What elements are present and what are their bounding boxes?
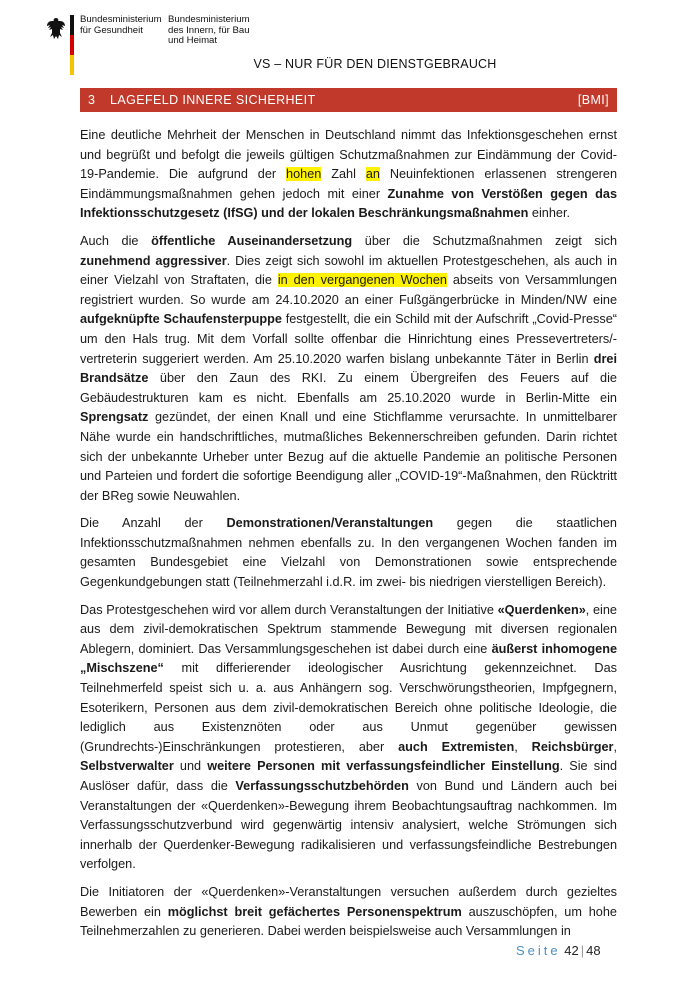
section-tag: [BMI] [577,93,609,107]
text-run: . Dies zeigt sich sowohl im aktuellen Protestgeschehen, als auch in einer Vielzahl von Straftaten, die [80,253,618,288]
paragraph [80,126,617,224]
page-total: 48 [586,943,601,958]
text-run: Zahl [321,167,366,182]
text-run: Die Anzahl der [80,516,227,531]
section-title: LAGEFELD INNERE SICHERHEIT [110,93,316,107]
page-current: 42 [564,943,579,958]
text-run: , eine aus dem zivil-demokratischen Spektrum stammende Bewegung mit diversen regionalen Ablegern, dominiert. Das Versammlungsgeschehen ist dabei durch eine [80,602,617,656]
highlighted-phrase: hohen [286,167,322,182]
text-run: über den Zaun des RKI. Zu einem Übergreifen des Feuers auf die Gebäudestrukturen kam es nicht. Ebenfalls am 25.10.2020 wurde in Berlin-Mitte ein [80,371,617,405]
document-body [80,126,617,950]
text-run: gezündet, der einen Knall und eine Stichflamme verursachte. In unmittelbarer Nähe wurde ein handschriftliches, mutmaßliches Bekennerschreiben gefunden. Darin richtet sich der unbekannte Urheber unter Bezug auf die aktuelle Pandemie an politische Personen und Parteien und fordert die sofortige Beendigung aller „COVID-19“-Maßnahmen, den Rücktritt der BReg sowie Neuwahlen. [80,410,617,503]
bold-phrase: Reichsbürger [531,739,614,754]
section-heading-bar [80,88,617,112]
text-run: . Sie sind Auslöser dafür, dass die [80,759,618,793]
text-run: abseits von Versammlungen registriert wurden. So wurde am 24.10.2020 an einer Fußgängerbrücke in Minden/NW eine [80,273,617,307]
text-run: einher. [528,206,570,221]
page-number [516,943,601,958]
federal-eagle-icon [46,17,66,41]
bold-phrase: äußerst inhomogene „Mischszene“ [80,641,618,676]
paragraph [80,514,617,592]
bold-phrase: auch Extremisten [398,739,515,754]
ministry-health-label: Bundesministerium für Gesundheit [80,14,162,36]
bold-phrase: möglichst breit gefächertes Personenspektrum [167,904,462,919]
text-run: mit differierender ideologischer Ausrichtung gekennzeichnet. Das Teilnehmerfeld speist sich u. a. aus Anhängern sog. Verschwörungstheorien, Impfgegnern, Esoterikern, Personen aus dem zivil-demokratischen Bereich ohne politische Ideologie, die lediglich aus Existenznöten oder aus Unmut gegenüber gewissen (Grundrechts-)Einschränkungen protestieren, aber [80,661,617,754]
paragraph [80,883,617,942]
text-run: Das Protestgeschehen wird vor allem durch Veranstaltungen der Initiative [80,602,498,617]
bold-phrase: Zunahme von Verstößen gegen das Infektionsschutzgesetz (IfSG) und der lokalen Beschränkungsmaßnahmen [80,186,617,221]
bold-phrase: Demonstrationen/Veranstaltungen [226,516,434,531]
bold-phrase: Selbstverwalter [80,759,174,774]
paragraph [80,232,617,506]
text-run: Eine deutliche Mehrheit der Menschen in Deutschland nimmt das Infektionsgeschehen ernst und begrüßt und befolgt die jeweils gültigen Schutzmaßnahmen zur Eindämmung der Covid-19-Pandemie. Die aufgrund der [80,128,617,182]
bold-phrase: öffentliche Auseinandersetzung [151,233,353,248]
bold-phrase: zunehmend aggressiver [80,253,227,268]
bold-phrase: Sprengsatz [80,410,149,425]
classification-marking: VS – NUR FÜR DEN DIENSTGEBRAUCH [253,57,497,71]
page-separator: | [580,943,585,958]
bold-phrase: weitere Personen mit verfassungsfeindlicher Einstellung [207,759,560,774]
text-run: , [613,739,617,754]
text-run: von Bund und Ländern auch bei Veranstaltungen der «Querdenken»-Bewegung ihrem Beobachtungsauftrag nachkommen. Im Verfassungsschutzverbund wird gegenwärtig intensiv analysiert, welche Strömungen sich innerhalb der Querdenker-Bewegung radikalisieren und verfassungsfeindliche Bestrebungen verfolgen. [80,779,617,872]
page-word: Seite [516,943,561,958]
text-run: , [514,739,532,754]
section-number: 3 [88,93,96,107]
bold-phrase: «Querdenken» [497,602,586,617]
highlighted-phrase: in den vergangenen Wochen [277,273,447,288]
text-run: Neuinfektionen erlassenen strengeren Eindämmungsmaßnahmen gehen jedoch mit einer [80,167,617,201]
text-run: gegen die staatlichen Infektionsschutzmaßnahmen nehmen ebenfalls zu. In den vergangenen Wochen fanden im gesamten Bundesgebiet eine Vielzahl von Demonstrationen sowie entsprechende Gegenkundgebungen statt (Teilnehmerzahl i.d.R. im zwei- bis niedrigen vierstelligen Bereich). [80,516,617,590]
bold-phrase: aufgeknüpfte Schaufensterpuppe [80,312,282,327]
paragraph [80,601,617,875]
highlighted-phrase: an [365,167,380,182]
text-run: festgestellt, die ein Schild mit der Aufschrift „Covid-Presse“ um den Hals trug. Mit dem Vorfall sollte offenbar die Hinrichtung eines Pressevertreters/-vertreterin suggeriert werden. Am 25.10.2020 warfen bislang unbekannte Täter in Berlin [80,312,617,366]
text-run: Auch die [80,233,152,248]
text-run: auszuschöpfen, um hohe Teilnehmerzahlen zu generieren. Dabei werden beispielsweise auch Versammlungen in [80,904,617,939]
ministry-interior-label: Bundesministerium des Innern, für Bau und Heimat [168,14,250,46]
bold-phrase: drei Brandsätze [80,351,617,386]
text-run: Die Initiatoren der «Querdenken»-Veranstaltungen versuchen außerdem durch gezieltes Bewerben ein [80,884,617,919]
text-run: und [173,759,208,774]
bold-phrase: Verfassungsschutzbehörden [235,779,409,793]
text-run: über die Schutzmaßnahmen zeigt sich [352,233,617,248]
